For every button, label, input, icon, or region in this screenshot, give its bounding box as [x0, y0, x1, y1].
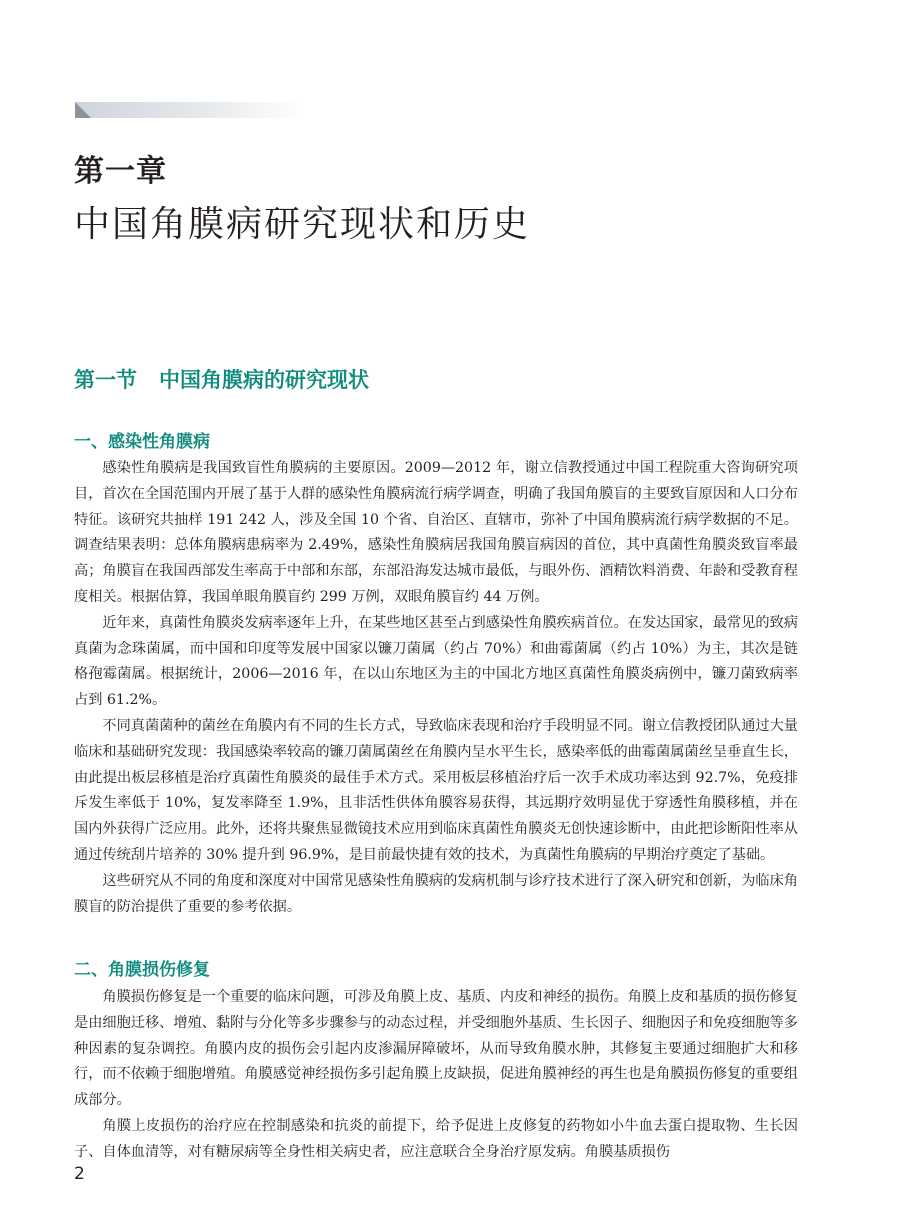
section-number: 第一节	[74, 368, 137, 392]
chapter-label: 第一章	[74, 154, 167, 189]
chapter-header-bar	[75, 102, 305, 118]
paragraph: 角膜上皮损伤的治疗应在控制感染和抗炎的前提下，给予促进上皮修复的药物如小牛血去蛋白提取物、生长因子、自体血清等，对有糖尿病等全身性相关病史者，应注意联合全身治疗原发病。角膜基质损伤	[74, 1117, 798, 1160]
paragraph: 近年来，真菌性角膜炎发病率逐年上升，在某些地区甚至占到感染性角膜疾病首位。在发达国家，最常见的致病真菌为念珠菌属，而中国和印度等发展中国家以镰刀菌属（约占 70%）和曲霉菌属（约占 10%）为主，其次是链格孢霉菌属。根据统计，2006—2016 年，在以山东地区为主的中国北方地区真菌性角膜炎病例中，镰刀菌致病率占到 61.2%。	[74, 614, 798, 709]
subsection-heading-infectious: 一、感染性角膜病	[74, 432, 210, 452]
section-title	[74, 364, 369, 394]
paragraph: 这些研究从不同的角度和深度对中国常见感染性角膜病的发病机制与诊疗技术进行了深入研究和创新，为临床角膜盲的防治提供了重要的参考依据。	[74, 872, 798, 915]
paragraph: 感染性角膜病是我国致盲性角膜病的主要原因。2009—2012 年，谢立信教授通过中国工程院重大咨询研究项目，首次在全国范围内开展了基于人群的感染性角膜病流行病学调查，明确了我国角膜盲的主要致盲原因和人口分布特征。该研究共抽样 191 242 人，涉及全国 10 个省、自治区、直辖市，弥补了中国角膜病流行病学数据的不足。调查结果表明：总体角膜病患病率为 2.49%，感染性角膜病居我国角膜盲病因的首位，其中真菌性角膜炎致盲率最高；角膜盲在我国西部发生率高于中部和东部，东部沿海发达城市最低，与眼外伤、酒精饮料消费、年龄和受教育程度相关。根据估算，我国单眼角膜盲约 299 万例，双眼角膜盲约 44 万例。	[74, 460, 798, 605]
page-number: 2	[74, 1164, 85, 1184]
paragraph: 角膜损伤修复是一个重要的临床问题，可涉及角膜上皮、基质、内皮和神经的损伤。角膜上皮和基质的损伤修复是由细胞迁移、增殖、黏附与分化等多步骤参与的动态过程，并受细胞外基质、生长因子、细胞因子和免疫细胞等多种因素的复杂调控。角膜内皮的损伤会引起内皮渗漏屏障破坏，从而导致角膜水肿，其修复主要通过细胞扩大和移行，而不依赖于细胞增殖。角膜感觉神经损伤多引起角膜上皮缺损，促进角膜神经的再生也是角膜损伤修复的重要组成部分。	[74, 989, 798, 1109]
paragraph: 不同真菌菌种的菌丝在角膜内有不同的生长方式，导致临床表现和治疗手段明显不同。谢立信教授团队通过大量临床和基础研究发现：我国感染率较高的镰刀菌属菌丝在角膜内呈水平生长，感染率低的曲霉菌属菌丝呈垂直生长，由此提出板层移植是治疗真菌性角膜炎的最佳手术方式。采用板层移植治疗后一次手术成功率达到 92.7%，免疫排斥发生率低于 10%，复发率降至 1.9%，且非活性供体角膜容易获得，其远期疗效明显优于穿透性角膜移植，并在国内外获得广泛应用。此外，还将共聚焦显微镜技术应用到临床真菌性角膜炎无创快速诊断中，由此把诊断阳性率从通过传统刮片培养的 30% 提升到 96.9%，是目前最快捷有效的技术，为真菌性角膜病的早期治疗奠定了基础。	[74, 717, 798, 863]
chapter-title: 中国角膜病研究现状和历史	[74, 204, 531, 245]
subsection-body-injury-repair	[74, 985, 798, 1166]
subsection-heading-injury-repair: 二、角膜损伤修复	[74, 960, 210, 980]
chapter-header-triangle	[75, 102, 91, 118]
section-name: 中国角膜病的研究现状	[159, 368, 369, 392]
subsection-body-infectious	[74, 456, 798, 920]
